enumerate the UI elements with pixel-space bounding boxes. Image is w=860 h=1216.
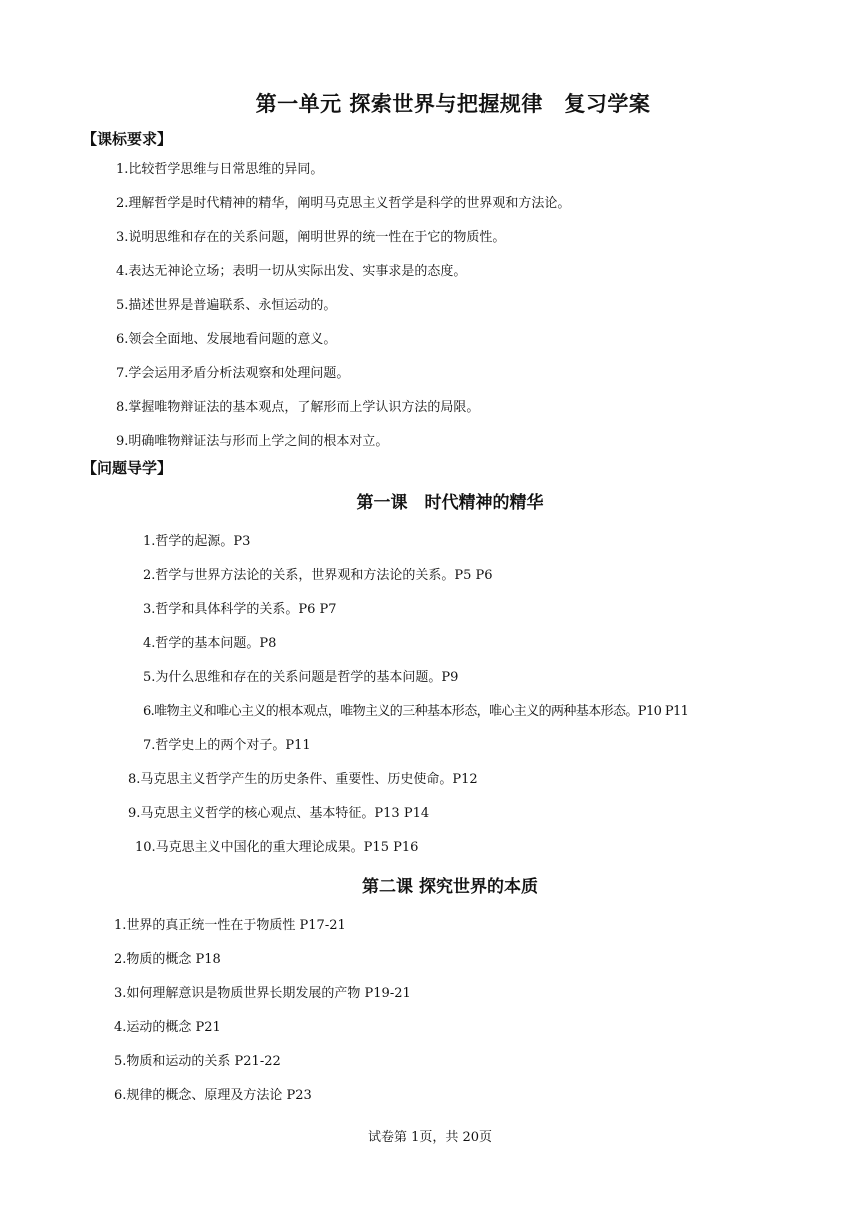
lesson2-item: 4.运动的概念 P21	[114, 1020, 221, 1035]
lesson1-item: 9.马克思主义哲学的核心观点、基本特征。P13 P14	[128, 806, 430, 821]
section-heading-guided-questions: 【问题导学】	[82, 459, 173, 477]
lesson1-item: 8.马克思主义哲学产生的历史条件、重要性、历史使命。P12	[128, 772, 478, 787]
requirement-item: 9.明确唯物辩证法与形而上学之间的根本对立。	[116, 434, 389, 449]
requirement-item: 2.理解哲学是时代精神的精华，阐明马克思主义哲学是科学的世界观和方法论。	[116, 196, 571, 211]
lesson1-item: 6.唯物主义和唯心主义的根本观点，唯物主义的三种基本形态，唯心主义的两种基本形态。P10 P11	[143, 704, 689, 719]
lesson2-item: 3.如何理解意识是物质世界长期发展的产物 P19-21	[114, 986, 411, 1001]
page-title: 第一单元 探索世界与把握规律 复习学案	[255, 92, 651, 116]
lesson1-title: 第一课 时代精神的精华	[356, 493, 544, 513]
page-footer: 试卷第 1页，共 20页	[367, 1130, 493, 1145]
lesson2-item: 5.物质和运动的关系 P21-22	[114, 1054, 281, 1069]
lesson1-item: 5.为什么思维和存在的关系问题是哲学的基本问题。P9	[143, 670, 459, 685]
lesson1-item: 7.哲学史上的两个对子。P11	[143, 738, 311, 753]
lesson2-item: 2.物质的概念 P18	[114, 952, 221, 967]
lesson2-title: 第二课 探究世界的本质	[362, 877, 538, 897]
lesson1-item: 2.哲学与世界方法论的关系，世界观和方法论的关系。P5 P6	[143, 568, 493, 583]
requirement-item: 6.领会全面地、发展地看问题的意义。	[116, 332, 337, 347]
lesson1-item: 4.哲学的基本问题。P8	[143, 636, 277, 651]
section-heading-requirements: 【课标要求】	[82, 130, 173, 148]
lesson2-item: 6.规律的概念、原理及方法论 P23	[114, 1088, 312, 1103]
lesson1-item: 1.哲学的起源。P3	[143, 534, 251, 549]
requirement-item: 7.学会运用矛盾分析法观察和处理问题。	[116, 366, 350, 381]
lesson1-item: 3.哲学和具体科学的关系。P6 P7	[143, 602, 337, 617]
requirement-item: 3.说明思维和存在的关系问题，阐明世界的统一性在于它的物质性。	[116, 230, 506, 245]
requirement-item: 4.表达无神论立场；表明一切从实际出发、实事求是的态度。	[116, 264, 467, 279]
requirement-item: 5.描述世界是普遍联系、永恒运动的。	[116, 298, 337, 313]
requirement-item: 1.比较哲学思维与日常思维的异同。	[116, 162, 324, 177]
lesson2-item: 1.世界的真正统一性在于物质性 P17-21	[114, 918, 346, 933]
requirement-item: 8.掌握唯物辩证法的基本观点，了解形而上学认识方法的局限。	[116, 400, 480, 415]
lesson1-item: 10.马克思主义中国化的重大理论成果。P15 P16	[135, 840, 419, 855]
